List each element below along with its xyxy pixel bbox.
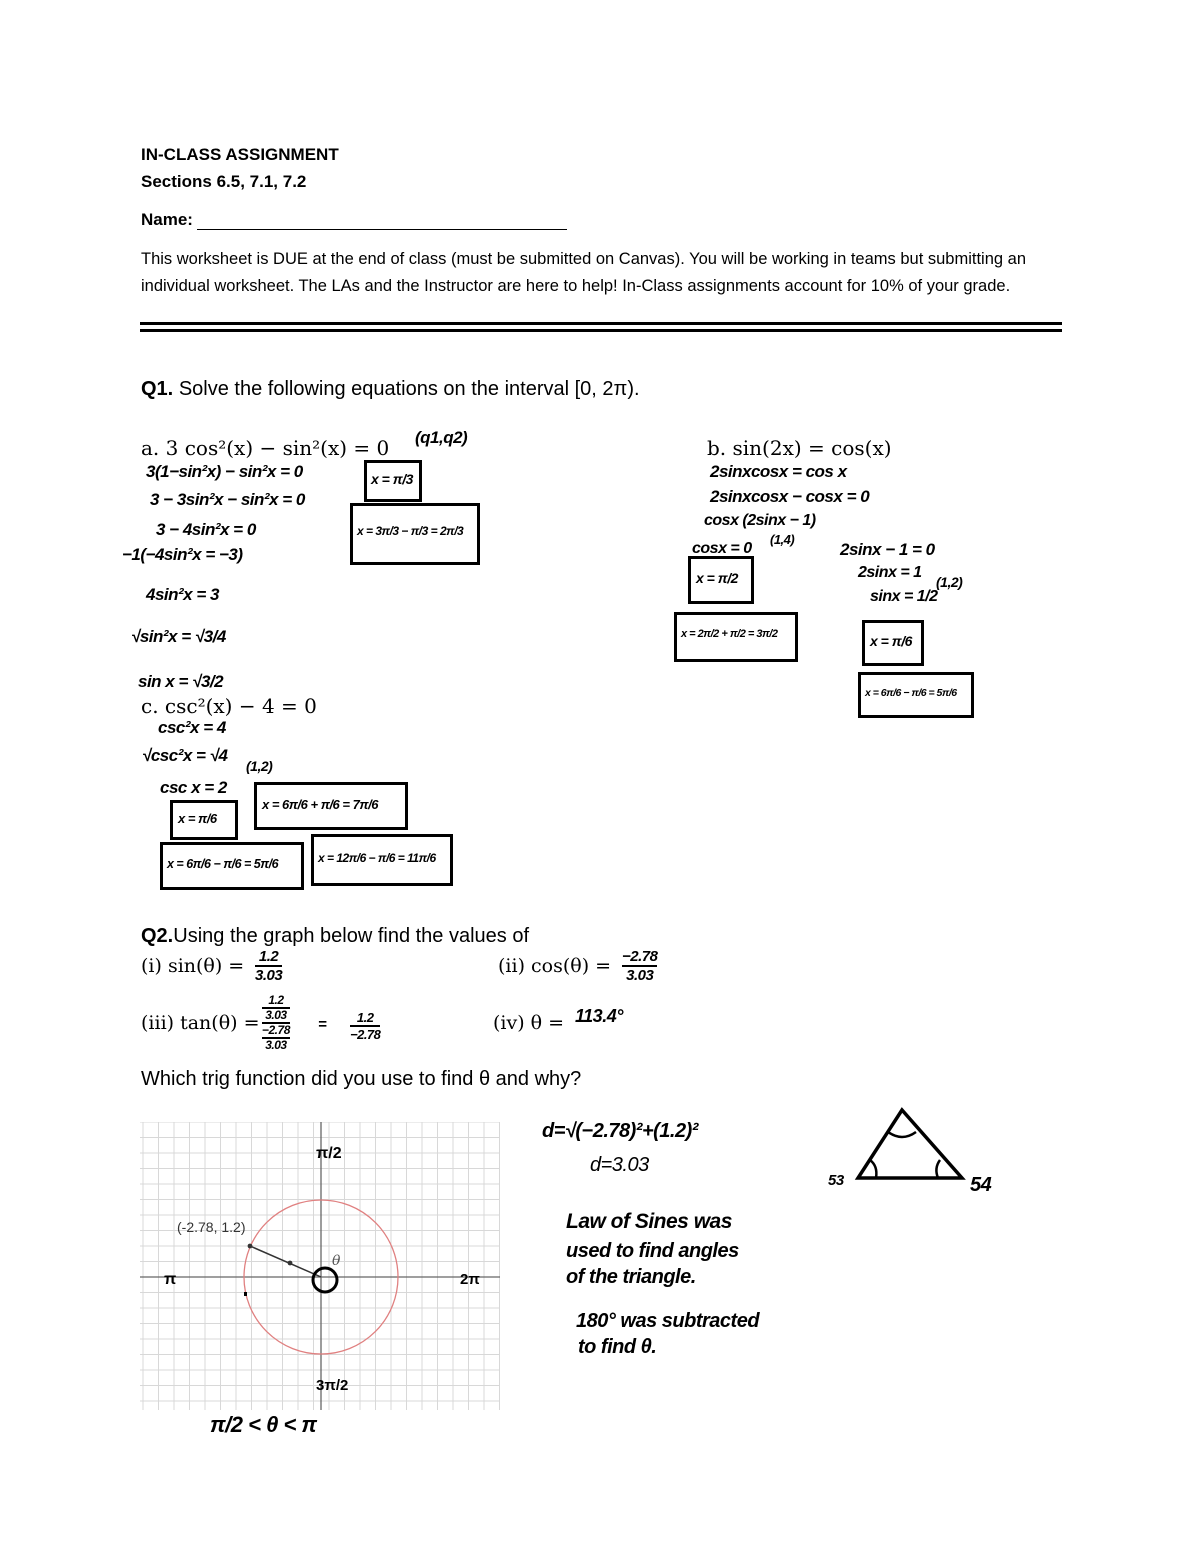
- q1b-answer-box-2: [674, 612, 798, 662]
- explanation-line-2: used to find angles: [566, 1240, 739, 1262]
- q2-i-denominator: 3.03: [255, 967, 283, 984]
- axis-label-bottom: 3π/2: [316, 1377, 349, 1394]
- q2-iii-equals: =: [318, 1016, 327, 1033]
- q1a-work-4: −1(−4sin²x = −3): [122, 545, 243, 564]
- top-angle-arc: [888, 1132, 916, 1137]
- q1c-work-1: csc²x = 4: [158, 718, 226, 737]
- point-label: (-2.78, 1.2): [177, 1219, 246, 1235]
- angle-label-right: 54: [970, 1174, 992, 1196]
- q2-ii-denominator: 3.03: [626, 967, 654, 984]
- q1b-right-work-1: 2sinx = 1: [858, 564, 922, 581]
- q1a-work-1: 3(1−sin²x) − sin²x = 0: [146, 462, 303, 481]
- q1a-work-5: 4sin²x = 3: [146, 585, 219, 604]
- q2-label: Q2.: [141, 925, 174, 947]
- q1c-answer-box-3: [160, 842, 304, 890]
- q1b-answer-box-3: [862, 620, 924, 666]
- ray-midpoint: [288, 1261, 293, 1266]
- q1b-answer-box-1: [688, 556, 754, 604]
- q2-heading: [141, 925, 529, 948]
- explanation-line-5: to find θ.: [578, 1336, 657, 1358]
- q1b-answer-2: x = 2π/2 + π/2 = 3π/2: [681, 628, 778, 640]
- q1b-work-1: 2sinxcosx = cos x: [710, 462, 847, 481]
- assignment-sections: Sections 6.5, 7.1, 7.2: [141, 172, 307, 191]
- theta-label: θ: [332, 1253, 341, 1269]
- q1a-work-3: 3 − 4sin²x = 0: [156, 520, 256, 539]
- q1c-work-3: csc x = 2: [160, 778, 227, 797]
- theta-angle-marker: [313, 1268, 337, 1292]
- q1b-answer-1: x = π/2: [696, 570, 738, 586]
- q1c-quadrant-note: (1,2): [246, 758, 273, 774]
- q1a-answer-2: x = 3π/3 − π/3 = 2π/3: [357, 524, 464, 538]
- q1a-quadrant-note: (q1,q2): [415, 428, 468, 447]
- q1a-answer-box-1: [364, 460, 422, 502]
- q2-why-prompt: Which trig function did you use to find θ and why?: [141, 1068, 582, 1090]
- divider-rule-bottom: [140, 329, 1062, 332]
- q2-prompt: Using the graph below find the values of: [173, 925, 530, 947]
- angle-label-left: 53: [828, 1172, 844, 1189]
- q1a-answer-box-2: [350, 503, 480, 565]
- q1c-equation: c. csc²(x) − 4 = 0: [141, 694, 317, 718]
- q1c-answer-3: x = 6π/6 − π/6 = 5π/6: [167, 857, 279, 871]
- q2-iii-result-den: −2.78: [350, 1027, 381, 1042]
- assignment-title: IN-CLASS ASSIGNMENT: [141, 145, 339, 164]
- q2-i-numerator: 1.2: [255, 948, 282, 967]
- q1c-answer-4: x = 12π/6 − π/6 = 11π/6: [318, 851, 436, 865]
- q1b-right-note: (1,2): [936, 574, 963, 590]
- q1c-work-2: √csc²x = √4: [142, 746, 228, 765]
- explanation-line-4: 180° was subtracted: [576, 1310, 760, 1332]
- name-label: Name:: [141, 210, 193, 229]
- q1c-answer-2: x = 6π/6 + π/6 = 7π/6: [262, 797, 378, 812]
- q1a-work-2: 3 − 3sin²x − sin²x = 0: [150, 490, 305, 509]
- q1b-answer-box-4: [858, 672, 974, 718]
- q1-prompt: Solve the following equations on the interval [0, 2π).: [178, 378, 640, 400]
- graph-grid: [140, 1122, 500, 1410]
- unit-circle-graph: [140, 1122, 500, 1410]
- q1a-answer-1: x = π/3: [371, 471, 413, 487]
- instructions: This worksheet is DUE at the end of class (must be submitted on Canvas). You will be working in teams but submitting an individual worksheet. The LAs and the Instructor are here to help! In-Class assignments account for 10% of your grade.: [141, 250, 1027, 295]
- q2-iv-label: (iv) θ =: [493, 1012, 565, 1034]
- terminal-point: [248, 1244, 253, 1249]
- explanation-line-3: of the triangle.: [566, 1266, 696, 1288]
- q2-ii-label: (ii) cos(θ) =: [498, 955, 612, 977]
- q1-heading: [141, 378, 640, 401]
- q1c-answer-box-2: [254, 782, 408, 830]
- q2-i-label: (i) sin(θ) =: [141, 955, 245, 977]
- q2-iii-result-num: 1.2: [350, 1010, 380, 1027]
- q1b-right-branch: 2sinx − 1 = 0: [840, 540, 935, 559]
- q1-label: Q1.: [141, 378, 174, 400]
- q1b-answer-4: x = 6π/6 − π/6 = 5π/6: [865, 687, 957, 699]
- q1c-answer-1: x = π/6: [178, 811, 217, 826]
- q2-ii-numerator: −2.78: [622, 948, 658, 965]
- triangle: [858, 1110, 962, 1178]
- q1a-work-6: √sin²x = √3/4: [131, 627, 226, 646]
- distance-value: d=3.03: [590, 1154, 649, 1176]
- q2-iii-num-bottom: 3.03: [262, 1007, 290, 1022]
- q2-iv-answer: 113.4°: [575, 1006, 623, 1026]
- point-tick-mark: [244, 1292, 247, 1296]
- name-blank-line[interactable]: [197, 213, 567, 230]
- distance-formula: d=√(−2.78)²+(1.2)²: [542, 1120, 698, 1142]
- q1b-work-2: 2sinxcosx − cosx = 0: [710, 487, 870, 506]
- theta-range-note: π/2 < θ < π: [210, 1412, 317, 1437]
- q2-i-answer: [255, 948, 282, 984]
- q2-iii-result: [350, 1010, 380, 1042]
- axis-label-left: π: [164, 1271, 177, 1288]
- right-angle-arc: [936, 1160, 940, 1178]
- q2-iii-num-top: 1.2: [268, 993, 284, 1007]
- q2-iii-den-bottom: 3.03: [262, 1037, 290, 1052]
- q2-ii-answer: [622, 948, 657, 984]
- axis-label-top: π/2: [316, 1145, 342, 1162]
- divider-rule-top: [140, 322, 1062, 325]
- q1b-right-work-2: sinx = 1/2: [870, 588, 938, 605]
- q1b-left-note: (1,4): [770, 532, 795, 547]
- name-row: [141, 210, 567, 230]
- q1a-equation: a. 3 cos²(x) − sin²(x) = 0: [141, 436, 390, 460]
- q1c-answer-box-4: [311, 834, 453, 886]
- q2-iii-den-top: −2.78: [262, 1023, 290, 1037]
- q1b-left-branch: cosx = 0: [692, 540, 752, 557]
- axis-label-right: 2π: [460, 1271, 480, 1288]
- q1b-answer-3: x = π/6: [870, 633, 912, 649]
- q1b-work-3: cosx (2sinx − 1): [704, 512, 816, 529]
- q2-iii-answer: [262, 994, 290, 1052]
- explanation-line-1: Law of Sines was: [566, 1210, 732, 1233]
- left-angle-arc: [870, 1160, 876, 1178]
- q2-iii-label: (iii) tan(θ) =: [141, 1012, 260, 1034]
- q1a-work-7: sin x = √3/2: [138, 672, 224, 691]
- q1b-equation: b. sin(2x) = cos(x): [707, 436, 892, 460]
- q1c-answer-box-1: [170, 800, 238, 840]
